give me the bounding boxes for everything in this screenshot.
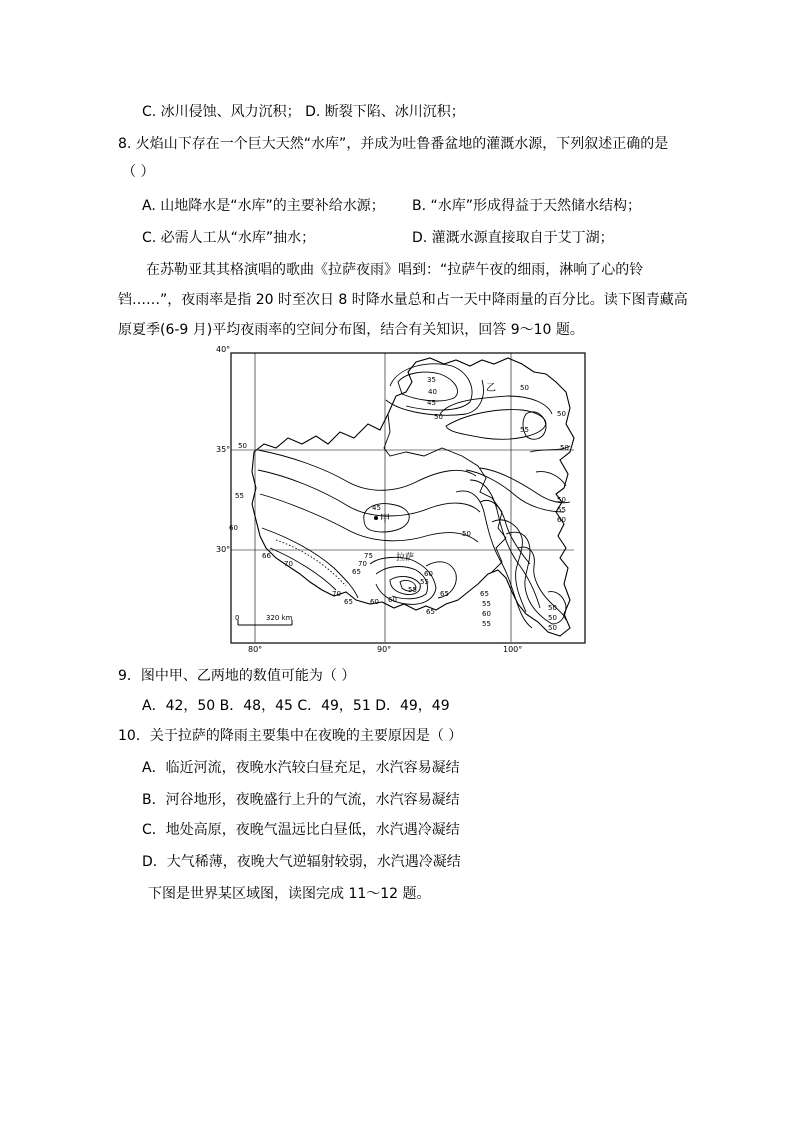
q10-option-a: A．临近河流，夜晚水汽较白昼充足，水汽容易凝结 [142, 760, 460, 776]
contour-label: 55 [235, 492, 244, 500]
lon-label-90: 90° [377, 645, 392, 654]
contour-label: 50 [238, 442, 247, 450]
contour-label: 35 [427, 376, 436, 384]
contour-label: 50 [560, 444, 569, 452]
contour-label: 65 [480, 590, 489, 598]
q9-stem: 9．图中甲、乙两地的数值可能为（ ） [118, 668, 356, 684]
contour-label: 60 [557, 516, 566, 524]
contour-label: 50 [557, 496, 566, 504]
contour-label: 55 [520, 426, 529, 434]
lon-label-100: 100° [503, 645, 523, 654]
contour-label: 50 [548, 614, 557, 622]
scale-label: 320 km [266, 614, 293, 622]
next-section-intro: 下图是世界某区域图，读图完成 11～12 题。 [148, 886, 431, 902]
intro-line1: 在苏勒亚其其格演唱的歌曲《拉萨夜雨》唱到：“拉萨午夜的细雨，淋响了心的铃 [146, 262, 644, 278]
contour-label: 65 [352, 568, 361, 576]
place-yi: 乙 [486, 383, 496, 394]
contour-label: 50 [557, 410, 566, 418]
contour-label: 70 [332, 590, 341, 598]
contour-label: 50 [548, 604, 557, 612]
contour-label: 60 [388, 596, 397, 604]
tibet-night-rain-map [230, 352, 586, 644]
contour-label: 66 [262, 552, 271, 560]
contour-label: 60 [229, 524, 238, 532]
contour-label: 50 [434, 413, 443, 421]
q8-option-c: C. 必需人工从“水库”抽水； [142, 230, 316, 246]
contour-label: 45 [427, 399, 436, 407]
contour-label: 60 [370, 598, 379, 606]
intro-line2: 铛……”，夜雨率是指 20 时至次日 8 时降水量总和占一天中降雨量的百分比。读下图青藏高 [118, 292, 688, 308]
contour-label: 60 [424, 570, 433, 578]
contour-label: 75 [364, 552, 373, 560]
lon-label-80: 80° [248, 645, 263, 654]
q8-option-a: A. 山地降水是“水库”的主要补给水源； [142, 198, 385, 214]
lat-label-30: 30° [216, 545, 231, 554]
contour-label: 55 [482, 620, 491, 628]
q10-option-d: D．大气稀薄，夜晚大气逆辐射较弱，水汽遇冷凝结 [142, 854, 461, 870]
contour-label: 55 [557, 506, 566, 514]
q10-option-c: C．地处高原，夜晚气温远比白昼低，水汽遇冷凝结 [142, 822, 460, 838]
contour-label: 70 [284, 560, 293, 568]
contour-label: 45 [372, 504, 381, 512]
contour-label: 65 [426, 608, 435, 616]
contour-label: 60 [482, 610, 491, 618]
scale-zero: 0 [235, 614, 240, 622]
place-jia: 甲 [380, 514, 390, 525]
contour-label: 55 [420, 578, 429, 586]
q8-stem-line1: 8. 火焰山下存在一个巨大天然“水库”，并成为吐鲁番盆地的灌溉水源，下列叙述正确的是 [118, 136, 669, 152]
q8-stem-line2: （ ） [122, 164, 155, 180]
contour-label: 50 [520, 384, 529, 392]
contour-label: 65 [440, 590, 449, 598]
intro-line3: 原夏季(6-9 月)平均夜雨率的空间分布图，结合有关知识，回答 9～10 题。 [118, 322, 584, 338]
q8-option-b: B. “水库”形成得益于天然储水结构； [412, 198, 642, 214]
contour-label: 50 [462, 530, 471, 538]
lat-label-40: 40° [216, 345, 231, 354]
lat-label-35: 35° [216, 445, 231, 454]
contour-label: 55 [482, 600, 491, 608]
q7-options-line: C. 冰川侵蚀、风力沉积； D. 断裂下陷、冰川沉积； [142, 104, 465, 120]
q10-option-b: B．河谷地形，夜晚盛行上升的气流，水汽容易凝结 [142, 792, 460, 808]
q9-options: A．42，50 B．48，45 C．49，51 D．49，49 [142, 698, 450, 714]
contour-label: 55 [408, 586, 417, 594]
place-lhasa: 拉萨 [396, 553, 415, 563]
contour-label: 65 [344, 598, 353, 606]
q10-stem: 10．关于拉萨的降雨主要集中在夜晚的主要原因是（ ） [118, 728, 463, 744]
q8-option-d: D. 灌溉水源直接取自于艾丁湖； [412, 230, 614, 246]
contour-label: 40 [428, 388, 437, 396]
contour-label: 50 [548, 624, 557, 632]
contour-label: 70 [358, 560, 367, 568]
